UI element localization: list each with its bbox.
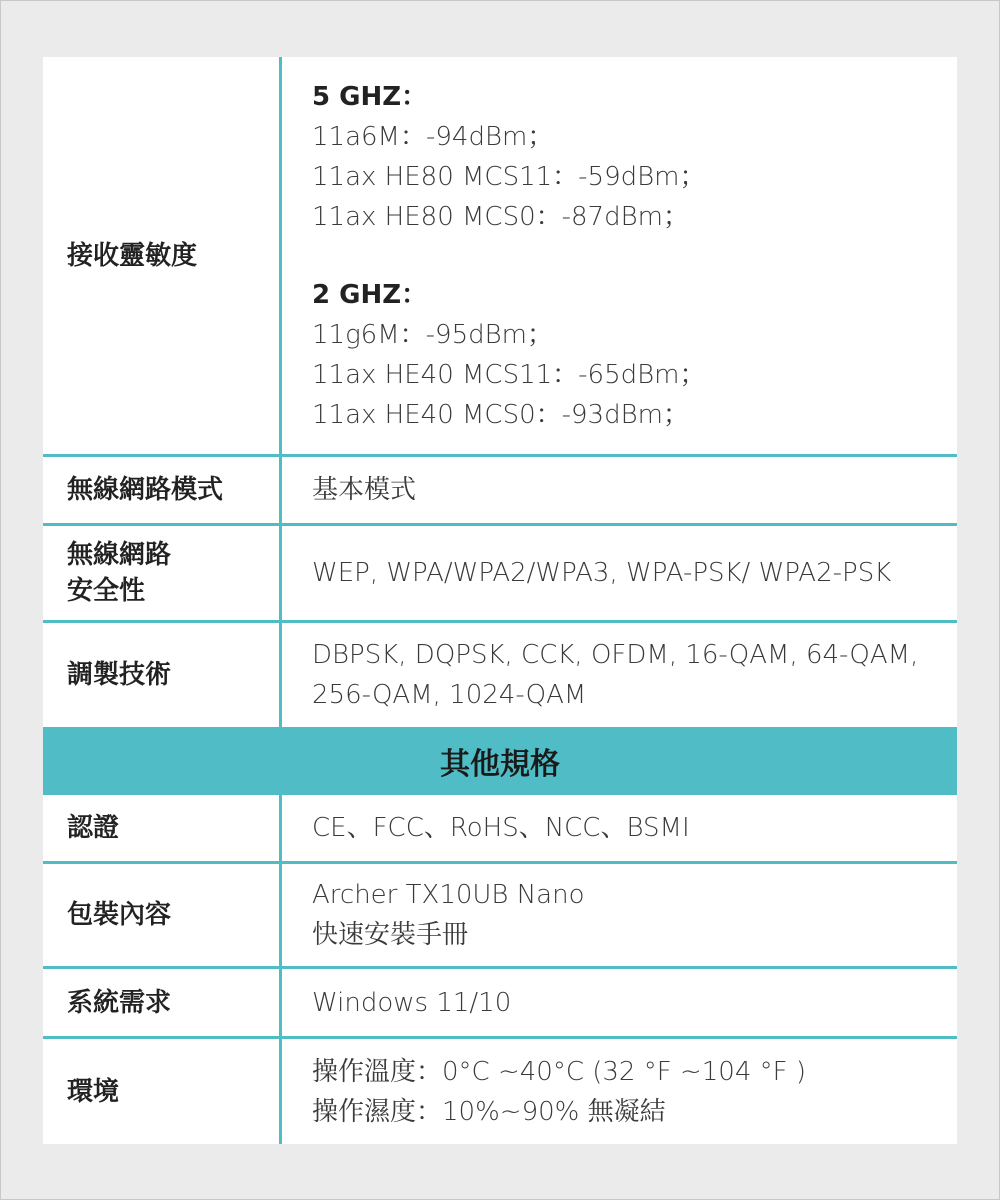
sensitivity-line: 11g6M：-95dBm； — [312, 320, 553, 350]
row-value — [282, 864, 957, 966]
value-line: CE、FCC、RoHS、NCC、BSMI — [312, 813, 690, 843]
spec-row-certification — [43, 795, 957, 861]
row-value — [282, 1039, 957, 1144]
spec-row-wireless-mode — [43, 457, 957, 523]
row-label: 系統需求 — [67, 987, 172, 1018]
spec-row-wireless-security — [43, 526, 957, 620]
spec-table — [43, 57, 957, 1144]
row-label: 調製技術 — [67, 660, 172, 690]
row-label-line: 無線網路 — [67, 540, 172, 570]
row-label: 認證 — [67, 813, 120, 843]
value-line: 操作濕度：10%~90% 無凝結 — [312, 1096, 666, 1127]
value-line: 操作溫度：0°C ~40°C (32 °F ~104 °F ) — [312, 1056, 807, 1087]
band-title-5ghz: 5 GHZ： — [312, 82, 428, 112]
value-line: Windows 11/10 — [312, 987, 512, 1018]
section-header-other-specs: 其他規格 — [43, 727, 957, 795]
row-value — [282, 457, 957, 523]
row-value — [282, 623, 957, 727]
band-title-2ghz: 2 GHZ： — [312, 280, 428, 310]
value-line: WEP, WPA/WPA2/WPA3, WPA-PSK/ WPA2-PSK — [312, 558, 892, 588]
sensitivity-line: 11ax HE40 MCS0：-93dBm； — [312, 400, 689, 430]
spec-row-system-requirements — [43, 969, 957, 1036]
spec-row-modulation — [43, 623, 957, 727]
row-label: 環境 — [67, 1076, 120, 1107]
row-label: 無線網路模式 — [67, 475, 224, 505]
value-line: 快速安裝手冊 — [312, 920, 469, 950]
band-gap — [312, 237, 957, 275]
row-label-line: 安全性 — [67, 576, 146, 606]
value-line: DBPSK, DQPSK, CCK, OFDM, 16-QAM, 64-QAM, — [312, 640, 919, 670]
sensitivity-line: 11ax HE80 MCS0：-87dBm； — [312, 202, 689, 232]
spec-row-package-contents — [43, 864, 957, 966]
value-line: Archer TX10UB Nano — [312, 880, 585, 910]
sensitivity-line: 11ax HE80 MCS11：-59dBm； — [312, 162, 706, 192]
sensitivity-line: 11ax HE40 MCS11：-65dBm； — [312, 360, 706, 390]
spec-row-environment — [43, 1039, 957, 1144]
row-value — [282, 57, 957, 454]
row-value — [282, 969, 957, 1036]
row-value — [282, 795, 957, 861]
value-line: 基本模式 — [312, 475, 417, 505]
value-line: 256-QAM, 1024-QAM — [312, 680, 587, 710]
row-label — [43, 526, 279, 620]
row-label: 接收靈敏度 — [67, 240, 198, 271]
row-value — [282, 526, 957, 620]
spec-row-receive-sensitivity — [43, 57, 957, 454]
row-label: 包裝內容 — [67, 900, 172, 930]
sensitivity-line: 11a6M：-94dBm； — [312, 122, 554, 152]
